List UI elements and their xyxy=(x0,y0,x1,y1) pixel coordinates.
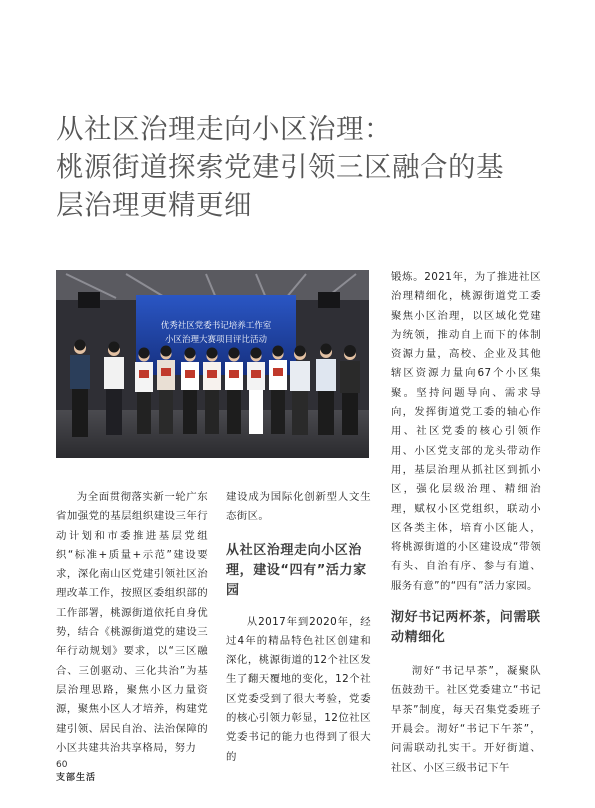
text-column-3 xyxy=(391,268,541,778)
article-title xyxy=(56,110,556,224)
magazine-logo: 支部生活 xyxy=(56,773,97,783)
text-column-2 xyxy=(226,488,371,767)
intro-paragraph: 为全面贯彻落实新一轮广东省加强党的基层组织建设三年行动计划和市委推进基层党组织“标准+质量+示范”建设要求，深化南山区党建引领社区治理改革工作，按照区委组织部的工作部署，桃源街道依托自身优势，结合《桃源街道党的建设三年行动规划》要求，以“三区融合、三创驱动、三化共治”为基层治理思路，聚焦小区力量资源，聚焦小区人才培养，构建党建引领、居民自治、法治保障的小区共建共治共享格局，努力 xyxy=(56,491,208,754)
section-heading-2: 沏好书记两杯茶，问需联动精细化 xyxy=(391,610,541,646)
banner-line-2: 小区治理大赛项目评比活动 xyxy=(164,335,268,345)
title-line-1: 从社区治理走向小区治理： xyxy=(56,113,392,145)
section-1-paragraph-continued: 锻炼。2021年，为了推进社区治理精细化，桃源街道党工委聚焦小区治理，以区域化党建为统领，推动自上而下的体制资源力量，高校、企业及其他辖区资源力量向67个小区集聚。坚持问题导向、需求导向，发挥街道党工委的轴心作用、社区党委的核心引领作用、小区党支部的龙头带动作用，基层治理从抓社区到抓小区，强化层级治理、精细治理，赋权小区党组织，联动小区各类主体，培育小区能人，将桃源街道的小区建设成“带领有头、自治有序、参与有道、服务有意”的“四有”活力家园。 xyxy=(391,271,541,592)
section-heading-1: 从社区治理走向小区治理，建设“四有”活力家园 xyxy=(226,542,367,598)
title-line-3: 层治理更精更细 xyxy=(56,189,252,221)
page-number: 60 xyxy=(56,760,68,770)
text-column-1 xyxy=(56,488,208,758)
group-photo xyxy=(56,270,369,458)
title-line-2: 桃源街道探索党建引领三区融合的基 xyxy=(56,151,504,183)
section-1-paragraph: 从2017年到2020年，经过4年的精品特色社区创建和深化，桃源街道的12个社区发生了翻天覆地的变化，12个社区党委受到了很大考验，党委的核心引领力彰显，12位社区党委书记的能力也得到了很大的 xyxy=(226,615,371,763)
intro-paragraph-continued: 建设成为国际化创新型人文生态街区。 xyxy=(226,491,371,523)
banner-line-1: 优秀社区党委书记培养工作室 xyxy=(160,321,272,331)
section-2-paragraph: 沏好“书记早茶”，凝聚队伍鼓劲干。社区党委建立“书记早茶”制度，每天召集党委班子开晨会。沏好“书记下午茶”，问需联动扎实干。开好街道、社区、小区三级书记下午 xyxy=(391,665,541,774)
